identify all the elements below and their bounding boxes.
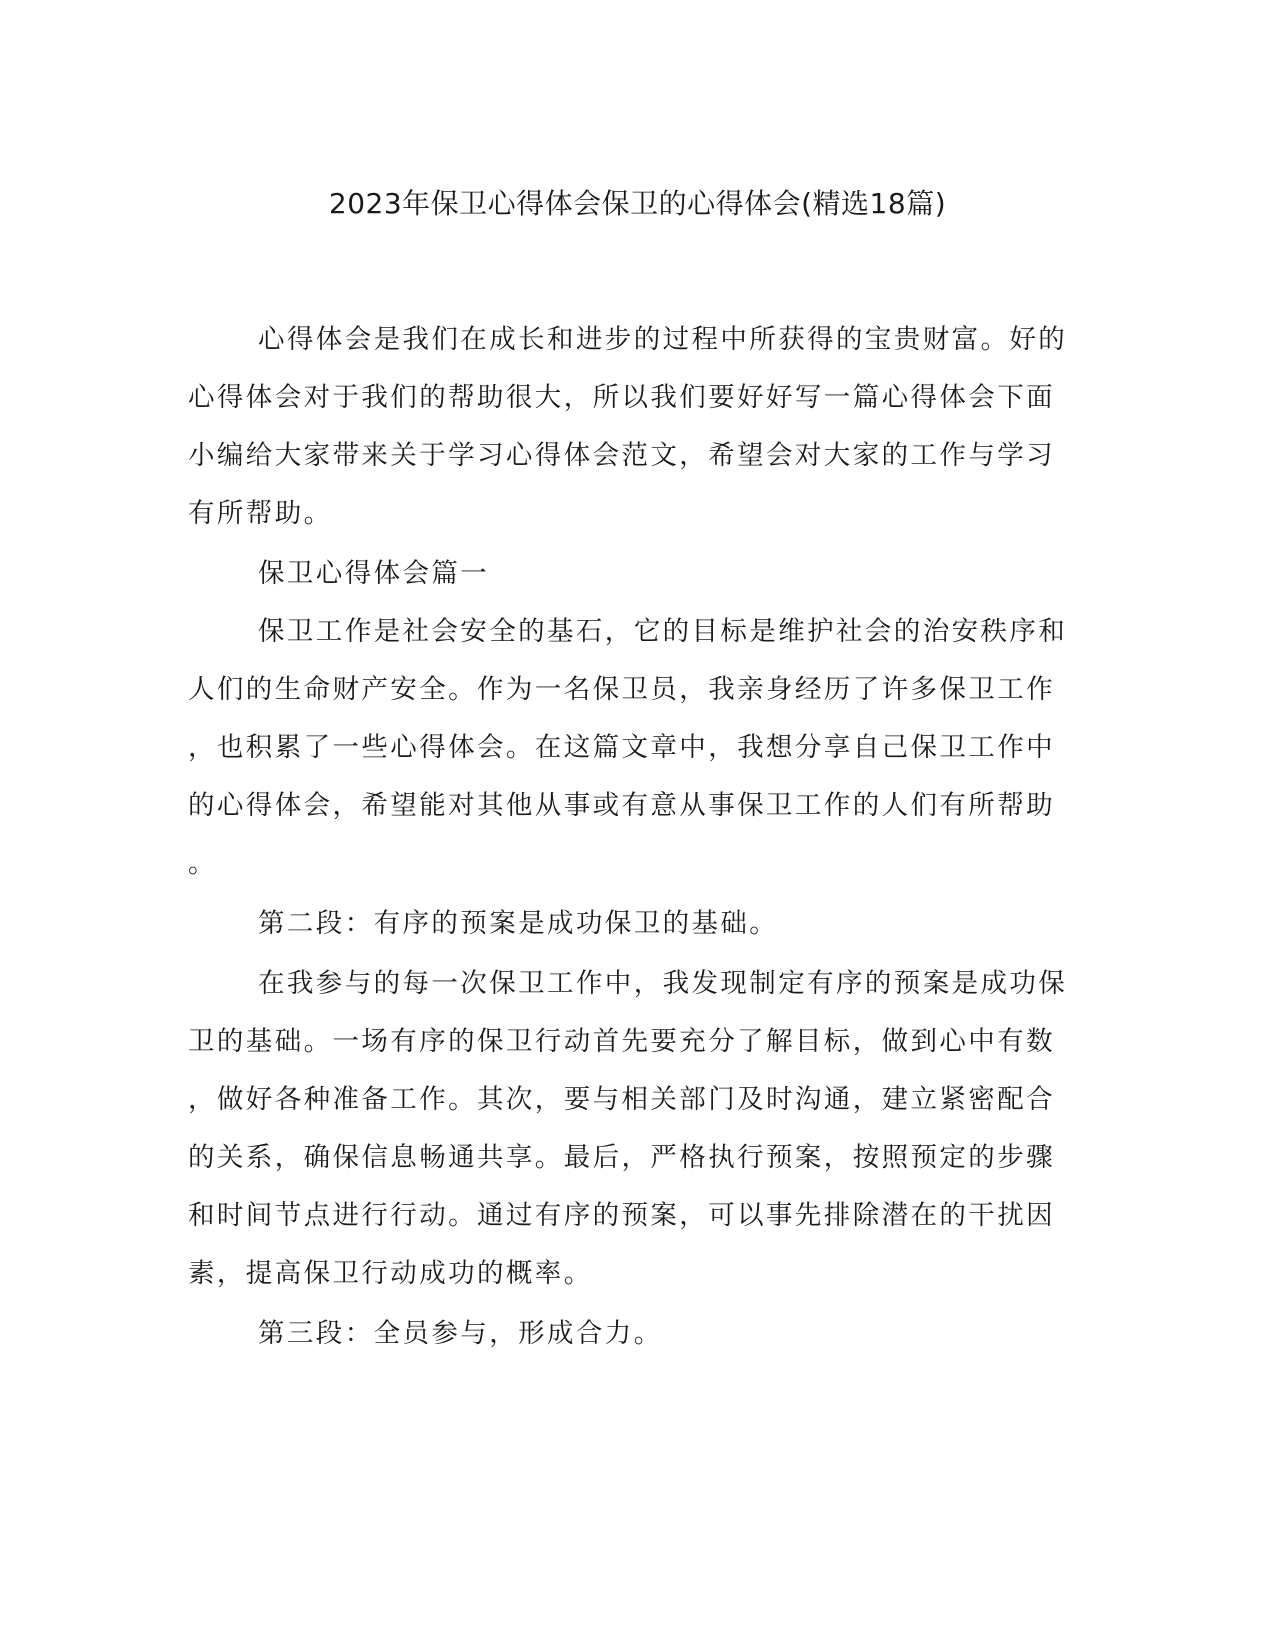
- paragraph-2-line: 素，提高保卫行动成功的概率。: [188, 1258, 593, 1289]
- paragraph-1-line: 人们的生命财产安全。作为一名保卫员，我亲身经历了许多保卫工作: [188, 674, 1055, 705]
- paragraph-1-line: ，也积累了一些心得体会。在这篇文章中，我想分享自己保卫工作中: [188, 732, 1055, 763]
- intro-line: 有所帮助。: [188, 498, 333, 529]
- paragraph-2-line: 和时间节点进行行动。通过有序的预案，可以事先排除潜在的干扰因: [188, 1200, 1055, 1231]
- section-heading-1: 保卫心得体会篇一: [258, 558, 490, 589]
- paragraph-2-line: 卫的基础。一场有序的保卫行动首先要充分了解目标，做到心中有数: [188, 1026, 1055, 1057]
- paragraph-2-line: 的关系，确保信息畅通共享。最后，严格执行预案，按照预定的步骤: [188, 1142, 1055, 1173]
- paragraph-2-line: ，做好各种准备工作。其次，要与相关部门及时沟通，建立紧密配合: [188, 1084, 1055, 1115]
- paragraph-2-line: 在我参与的每一次保卫工作中，我发现制定有序的预案是成功保: [258, 968, 1068, 999]
- document-title: 2023年保卫心得体会保卫的心得体会(精选18篇): [328, 187, 947, 220]
- paragraph-1-line: 保卫工作是社会安全的基石，它的目标是维护社会的治安秩序和: [258, 616, 1068, 647]
- section-heading-3: 第三段：全员参与，形成合力。: [258, 1318, 663, 1349]
- intro-line: 心得体会对于我们的帮助很大，所以我们要好好写一篇心得体会下面: [188, 382, 1055, 413]
- paragraph-1-line: 的心得体会，希望能对其他从事或有意从事保卫工作的人们有所帮助: [188, 790, 1055, 821]
- paragraph-1-line: 。: [188, 848, 217, 879]
- intro-line: 小编给大家带来关于学习心得体会范文，希望会对大家的工作与学习: [188, 440, 1055, 471]
- intro-line: 心得体会是我们在成长和进步的过程中所获得的宝贵财富。好的: [258, 324, 1068, 355]
- section-heading-2: 第二段：有序的预案是成功保卫的基础。: [258, 908, 779, 939]
